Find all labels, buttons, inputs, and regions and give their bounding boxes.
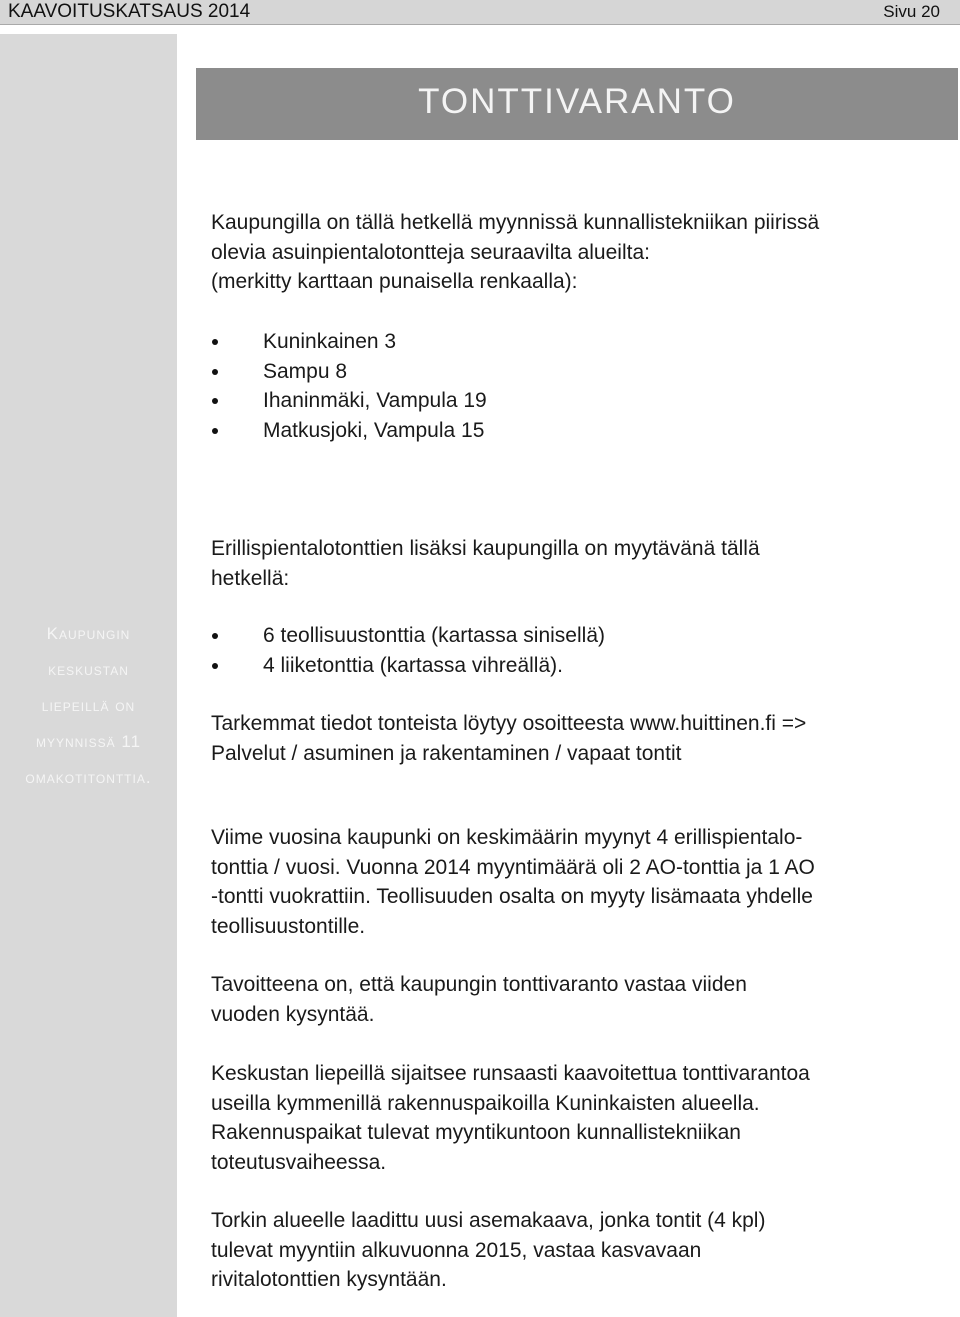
torkki-paragraph bbox=[211, 1206, 951, 1295]
list-item-text: 4 liiketonttia (kartassa vihreällä). bbox=[263, 653, 563, 677]
extra-plots-paragraph bbox=[211, 534, 951, 593]
text-line: useilla kymmenillä rakennuspaikoilla Kuninkaisten alueella. bbox=[211, 1091, 760, 1115]
page-header bbox=[0, 0, 960, 25]
area-list bbox=[211, 327, 951, 445]
document-title: KAAVOITUSKATSAUS 2014 bbox=[8, 1, 251, 22]
text-line: Kaupungilla on tällä hetkellä myynnissä kunnallistekniikan piirissä bbox=[211, 211, 820, 234]
text-line: olevia asuinpientalotontteja seuraavilta alueilta: bbox=[211, 240, 650, 264]
list-item-text: Sampu 8 bbox=[263, 359, 348, 383]
text-line: teollisuustontille. bbox=[211, 914, 366, 938]
text-line: tonttia / vuosi. Vuonna 2014 myyntimäärä oli 2 AO-tonttia ja 1 AO bbox=[211, 855, 815, 879]
text-line: Palvelut / asuminen ja rakentaminen / vapaat tontit bbox=[211, 741, 682, 765]
info-paragraph bbox=[211, 709, 951, 768]
list-item-text: Matkusjoki, Vampula 15 bbox=[263, 418, 485, 442]
list-item bbox=[211, 386, 951, 416]
page-number: Sivu 20 bbox=[883, 2, 940, 21]
text-line: tulevat myyntiin alkuvuonna 2015, vastaa kasvavaan bbox=[211, 1238, 702, 1262]
text-line: Keskustan liepeillä sijaitsee runsaasti kaavoitettua tonttivarantoa bbox=[211, 1062, 810, 1085]
intro-paragraph bbox=[211, 208, 951, 297]
goal-paragraph bbox=[211, 970, 951, 1029]
list-item-text: Ihaninmäki, Vampula 19 bbox=[263, 389, 487, 412]
bullet-icon bbox=[212, 633, 218, 639]
list-item-text: Kuninkainen 3 bbox=[263, 330, 397, 353]
text-line: vuoden kysyntää. bbox=[211, 1002, 375, 1026]
text-line: Tavoitteena on, että kaupungin tonttivaranto vastaa viiden bbox=[211, 973, 747, 996]
list-item-text: 6 teollisuustonttia (kartassa sinisellä) bbox=[263, 624, 605, 647]
bullet-icon bbox=[212, 369, 218, 375]
text-line: rivitalotonttien kysyntään. bbox=[211, 1268, 447, 1291]
sales-paragraph bbox=[211, 823, 951, 941]
sidebar bbox=[0, 34, 177, 1317]
text-line: Tarkemmat tiedot tonteista löytyy osoitteesta www.huittinen.fi => bbox=[211, 712, 807, 735]
text-line: Rakennuspaikat tulevat myyntikuntoon kunnallistekniikan bbox=[211, 1121, 741, 1144]
text-line: toteutusvaiheessa. bbox=[211, 1150, 387, 1174]
list-item bbox=[211, 357, 951, 387]
text-line: (merkitty karttaan punaisella renkaalla): bbox=[211, 270, 578, 293]
bullet-icon bbox=[212, 339, 218, 345]
extra-plots-list bbox=[211, 621, 951, 680]
text-line: hetkellä: bbox=[211, 566, 290, 590]
text-line: Erillispientalotonttien lisäksi kaupungilla on myytävänä tällä bbox=[211, 537, 760, 560]
text-line: Viime vuosina kaupunki on keskimäärin myynyt 4 erillispientalo- bbox=[211, 826, 803, 849]
bullet-icon bbox=[212, 398, 218, 404]
list-item bbox=[211, 651, 951, 681]
list-item bbox=[211, 327, 951, 357]
sidebar-note-line: Kaupungin bbox=[46, 624, 131, 643]
bullet-icon bbox=[212, 663, 218, 669]
section-title: TONTTIVARANTO bbox=[418, 82, 736, 121]
text-line: -tontti vuokrattiin. Teollisuuden osalta on myyty lisämaata yhdelle bbox=[211, 885, 813, 908]
sidebar-note bbox=[0, 616, 177, 796]
section-banner bbox=[196, 68, 958, 140]
sidebar-note-line: omakotitonttia. bbox=[25, 768, 152, 787]
bullet-icon bbox=[212, 428, 218, 434]
text-line: Torkin alueelle laadittu uusi asemakaava, jonka tontit (4 kpl) bbox=[211, 1209, 766, 1232]
list-item bbox=[211, 416, 951, 446]
sidebar-note-line: myynnissä 11 bbox=[35, 732, 142, 751]
downtown-paragraph bbox=[211, 1059, 951, 1177]
list-item bbox=[211, 621, 951, 651]
sidebar-note-line: liepeillä on bbox=[41, 696, 136, 715]
sidebar-note-line: keskustan bbox=[48, 660, 129, 679]
